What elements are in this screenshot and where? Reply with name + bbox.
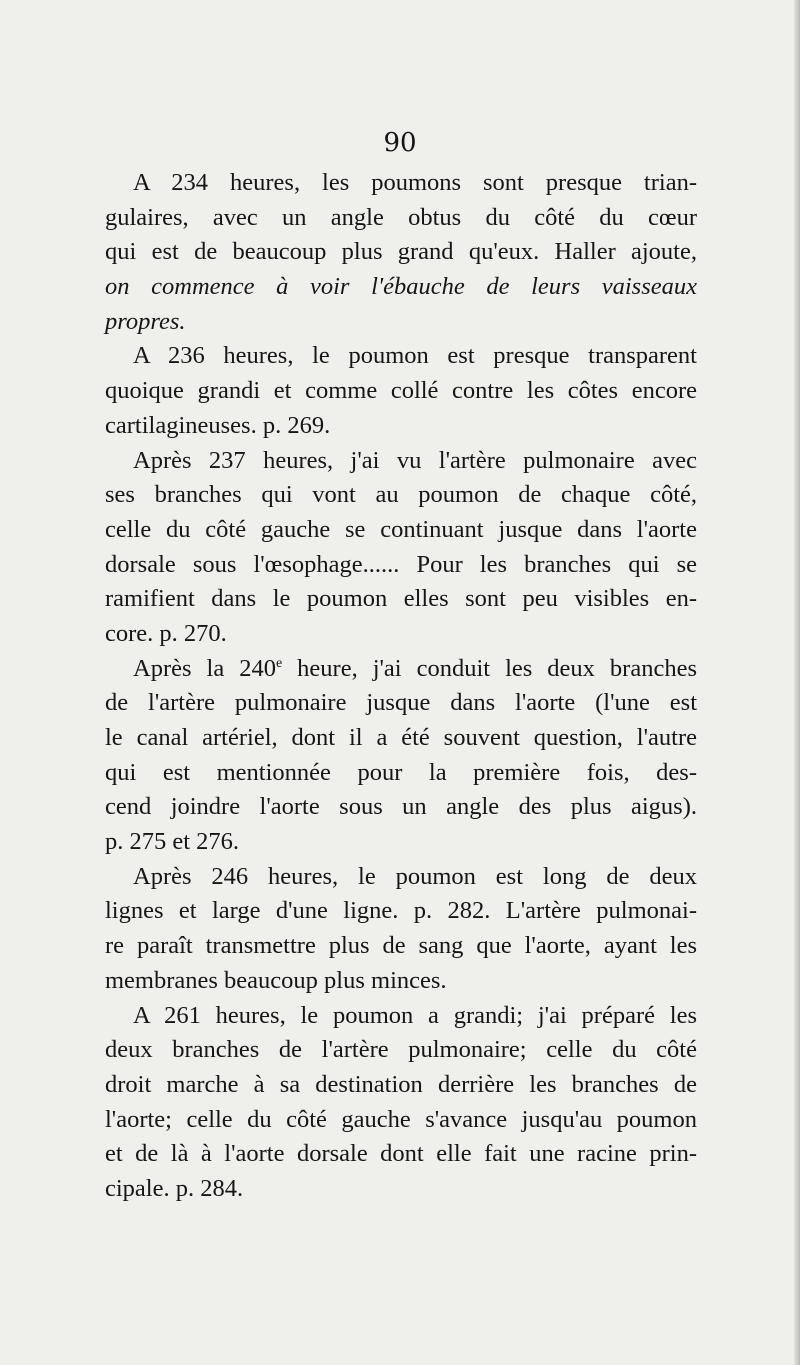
body-text — [105, 166, 697, 1207]
text-line: ses branches qui vont au poumon de chaque côté, — [105, 481, 697, 509]
text-line: core. p. 270. — [105, 619, 227, 647]
paragraph — [105, 166, 697, 339]
italic-text-line: propres. — [105, 307, 186, 335]
paragraph — [105, 444, 697, 652]
text-line: p. 275 et 276. — [105, 828, 240, 856]
text-line: lignes et large d'une ligne. p. 282. L'artère pulmonai- — [105, 897, 697, 925]
text-fragment: Après la 240 — [133, 654, 276, 682]
text-line: deux branches de l'artère pulmonaire; celle du côté — [105, 1036, 697, 1064]
text-line: gulaires, avec un angle obtus du côté du cœur — [105, 203, 697, 231]
paragraph — [105, 999, 697, 1207]
text-line: A 236 heures, le poumon est presque transparent — [133, 342, 697, 370]
text-line: le canal artériel, dont il a été souvent question, l'autre — [105, 724, 697, 751]
text-line: cartilagineuses. p. 269. — [105, 411, 331, 439]
text-line: quoique grandi et comme collé contre les côtes encore — [105, 377, 697, 405]
paragraph — [105, 339, 697, 443]
text-line — [105, 652, 697, 687]
page-edge — [794, 0, 800, 1365]
text-line: A 261 heures, le poumon a grandi; j'ai préparé les — [133, 1001, 697, 1029]
text-line: et de là à l'aorte dorsale dont elle fait une racine prin- — [105, 1140, 697, 1168]
text-line: de l'artère pulmonaire jusque dans l'aorte (l'une est — [105, 689, 697, 717]
text-line: A 234 heures, les poumons sont presque trian- — [133, 169, 697, 196]
text-line: re paraît transmettre plus de sang que l'aorte, ayant les — [105, 932, 697, 960]
text-line: l'aorte; celle du côté gauche s'avance jusqu'au poumon — [105, 1105, 697, 1133]
text-line: droit marche à sa destination derrière les branches de — [105, 1070, 697, 1098]
text-line: ramifient dans le poumon elles sont peu visibles en- — [105, 585, 697, 613]
text-line: qui est de beaucoup plus grand qu'eux. Haller ajoute, — [105, 238, 697, 266]
text-line: membranes beaucoup plus minces. — [105, 966, 447, 994]
superscript: e — [275, 655, 283, 671]
italic-text-line: on commence à voir l'ébauche de leurs vaisseaux — [105, 273, 697, 301]
page-number: 90 — [383, 128, 417, 158]
text-line: Après 246 heures, le poumon est long de deux — [133, 862, 697, 890]
paragraph — [105, 652, 697, 860]
text-line: Après 237 heures, j'ai vu l'artère pulmonaire avec — [133, 446, 697, 474]
text-line: celle du côté gauche se continuant jusque dans l'aorte — [105, 515, 697, 543]
paragraph — [105, 860, 697, 999]
text-line: cend joindre l'aorte sous un angle des plus aigus). — [105, 793, 697, 821]
text-fragment: heure, j'ai conduit les deux branches — [282, 654, 697, 682]
text-line: qui est mentionnée pour la première fois, des- — [105, 758, 697, 786]
text-line: dorsale sous l'œsophage...... Pour les branches qui se — [105, 550, 697, 578]
text-line: cipale. p. 284. — [105, 1174, 244, 1202]
